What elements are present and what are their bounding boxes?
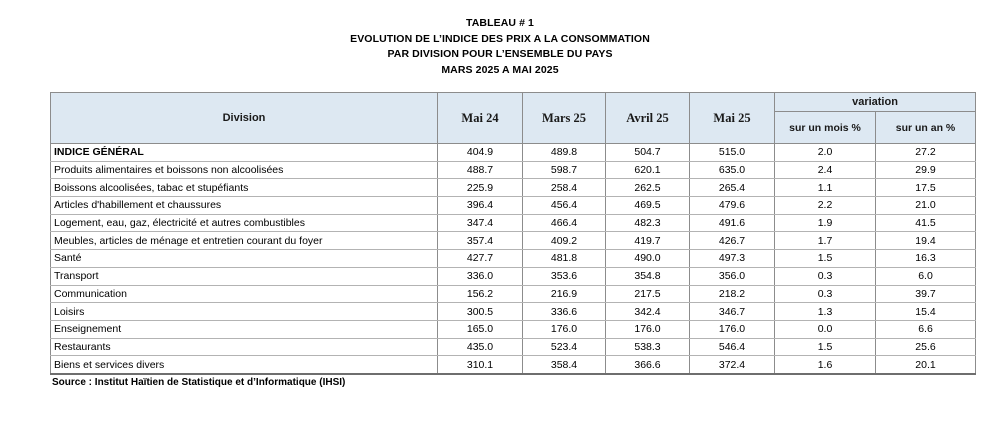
cell-mai-25: 635.0: [690, 161, 775, 179]
cell-mai-25: 426.7: [690, 232, 775, 250]
header-mai-25: Mai 25: [690, 93, 775, 144]
cell-mai-24: 156.2: [438, 285, 523, 303]
cell-variation-month: 1.6: [775, 356, 876, 374]
cell-division: Loisirs: [51, 303, 438, 321]
cell-avril-25: 419.7: [606, 232, 690, 250]
cell-variation-month: 0.3: [775, 285, 876, 303]
cell-mars-25: 409.2: [523, 232, 606, 250]
cell-mai-25: 218.2: [690, 285, 775, 303]
header-variation: variation: [775, 93, 976, 112]
table-row: [51, 179, 976, 197]
cell-variation-year: 21.0: [876, 197, 976, 215]
cell-avril-25: 262.5: [606, 179, 690, 197]
cell-mai-25: 346.7: [690, 303, 775, 321]
cell-variation-year: 41.5: [876, 214, 976, 232]
cell-avril-25: 342.4: [606, 303, 690, 321]
cell-division: INDICE GÉNÉRAL: [51, 144, 438, 162]
cell-variation-year: 29.9: [876, 161, 976, 179]
cell-division: Produits alimentaires et boissons non alcoolisées: [51, 161, 438, 179]
cell-mai-24: 404.9: [438, 144, 523, 162]
cell-mai-25: 491.6: [690, 214, 775, 232]
cell-mai-24: 300.5: [438, 303, 523, 321]
header-avril-25: Avril 25: [606, 93, 690, 144]
cell-mai-25: 356.0: [690, 267, 775, 285]
cell-variation-year: 17.5: [876, 179, 976, 197]
cell-mai-24: 165.0: [438, 320, 523, 338]
table-body: [51, 144, 976, 374]
cell-variation-month: 2.4: [775, 161, 876, 179]
cell-mai-24: 225.9: [438, 179, 523, 197]
cell-mars-25: 466.4: [523, 214, 606, 232]
cell-mars-25: 598.7: [523, 161, 606, 179]
cell-mai-25: 176.0: [690, 320, 775, 338]
table-row-general: [51, 144, 976, 162]
table-row: [51, 303, 976, 321]
table-row: [51, 161, 976, 179]
cell-mai-24: 357.4: [438, 232, 523, 250]
header-mars-25: Mars 25: [523, 93, 606, 144]
cell-variation-month: 1.3: [775, 303, 876, 321]
table-row: [51, 232, 976, 250]
source-note: Source : Institut Haïtien de Statistique et d’Informatique (IHSI): [52, 377, 346, 388]
table-row: [51, 356, 976, 374]
cell-division: Meubles, articles de ménage et entretien courant du foyer: [51, 232, 438, 250]
cell-mars-25: 258.4: [523, 179, 606, 197]
cell-variation-month: 1.5: [775, 338, 876, 356]
cell-variation-month: 0.3: [775, 267, 876, 285]
header-division: Division: [51, 93, 438, 144]
cell-mai-25: 497.3: [690, 250, 775, 268]
cell-avril-25: 366.6: [606, 356, 690, 374]
table-header: [51, 93, 976, 144]
title-line-2: EVOLUTION DE L’INDICE DES PRIX A LA CONSOMMATION: [350, 32, 650, 45]
cell-mars-25: 216.9: [523, 285, 606, 303]
header-mai-24: Mai 24: [438, 93, 523, 144]
cell-mai-25: 265.4: [690, 179, 775, 197]
cell-variation-year: 19.4: [876, 232, 976, 250]
table-row: [51, 267, 976, 285]
cell-mai-24: 427.7: [438, 250, 523, 268]
cell-mars-25: 176.0: [523, 320, 606, 338]
header-variation-month: sur un mois %: [775, 112, 876, 144]
cell-mars-25: 358.4: [523, 356, 606, 374]
cell-division: Articles d'habillement et chaussures: [51, 197, 438, 215]
table-row: [51, 338, 976, 356]
header-variation-year: sur un an %: [876, 112, 976, 144]
cell-division: Boissons alcoolisées, tabac et stupéfiants: [51, 179, 438, 197]
table-title: [0, 16, 1000, 78]
table-row: [51, 214, 976, 232]
cell-variation-month: 1.5: [775, 250, 876, 268]
cell-avril-25: 538.3: [606, 338, 690, 356]
table-row: [51, 250, 976, 268]
table-row: [51, 285, 976, 303]
cell-avril-25: 490.0: [606, 250, 690, 268]
cell-variation-month: 0.0: [775, 320, 876, 338]
cell-avril-25: 217.5: [606, 285, 690, 303]
cell-mai-24: 396.4: [438, 197, 523, 215]
cell-mars-25: 523.4: [523, 338, 606, 356]
cell-variation-year: 20.1: [876, 356, 976, 374]
title-line-1: TABLEAU # 1: [466, 17, 534, 29]
cell-mai-25: 372.4: [690, 356, 775, 374]
cell-variation-month: 1.1: [775, 179, 876, 197]
cell-variation-year: 6.0: [876, 267, 976, 285]
cell-mars-25: 456.4: [523, 197, 606, 215]
cell-variation-year: 27.2: [876, 144, 976, 162]
cell-mars-25: 489.8: [523, 144, 606, 162]
cell-variation-month: 1.9: [775, 214, 876, 232]
cell-avril-25: 620.1: [606, 161, 690, 179]
cell-mai-24: 435.0: [438, 338, 523, 356]
cell-mai-25: 479.6: [690, 197, 775, 215]
cell-variation-year: 25.6: [876, 338, 976, 356]
cell-mai-24: 310.1: [438, 356, 523, 374]
cell-division: Enseignement: [51, 320, 438, 338]
title-line-4: MARS 2025 A MAI 2025: [441, 63, 559, 76]
cell-variation-month: 2.2: [775, 197, 876, 215]
cell-division: Biens et services divers: [51, 356, 438, 374]
cell-variation-month: 2.0: [775, 144, 876, 162]
cell-division: Transport: [51, 267, 438, 285]
cell-division: Communication: [51, 285, 438, 303]
cell-avril-25: 469.5: [606, 197, 690, 215]
cell-mai-24: 488.7: [438, 161, 523, 179]
cpi-table: [50, 92, 976, 375]
cell-avril-25: 176.0: [606, 320, 690, 338]
title-line-3: PAR DIVISION POUR L’ENSEMBLE DU PAYS: [387, 48, 613, 60]
cell-variation-year: 15.4: [876, 303, 976, 321]
cell-avril-25: 354.8: [606, 267, 690, 285]
table-row: [51, 320, 976, 338]
cell-mai-25: 546.4: [690, 338, 775, 356]
cell-avril-25: 482.3: [606, 214, 690, 232]
cell-mars-25: 481.8: [523, 250, 606, 268]
cell-variation-year: 16.3: [876, 250, 976, 268]
cell-mai-24: 336.0: [438, 267, 523, 285]
table-row: [51, 197, 976, 215]
cell-division: Restaurants: [51, 338, 438, 356]
cell-mars-25: 336.6: [523, 303, 606, 321]
cell-variation-year: 6.6: [876, 320, 976, 338]
cell-variation-month: 1.7: [775, 232, 876, 250]
cell-division: Logement, eau, gaz, électricité et autres combustibles: [51, 214, 438, 232]
cell-division: Santé: [51, 250, 438, 268]
cell-mai-24: 347.4: [438, 214, 523, 232]
cell-mars-25: 353.6: [523, 267, 606, 285]
cell-avril-25: 504.7: [606, 144, 690, 162]
cell-variation-year: 39.7: [876, 285, 976, 303]
cell-mai-25: 515.0: [690, 144, 775, 162]
